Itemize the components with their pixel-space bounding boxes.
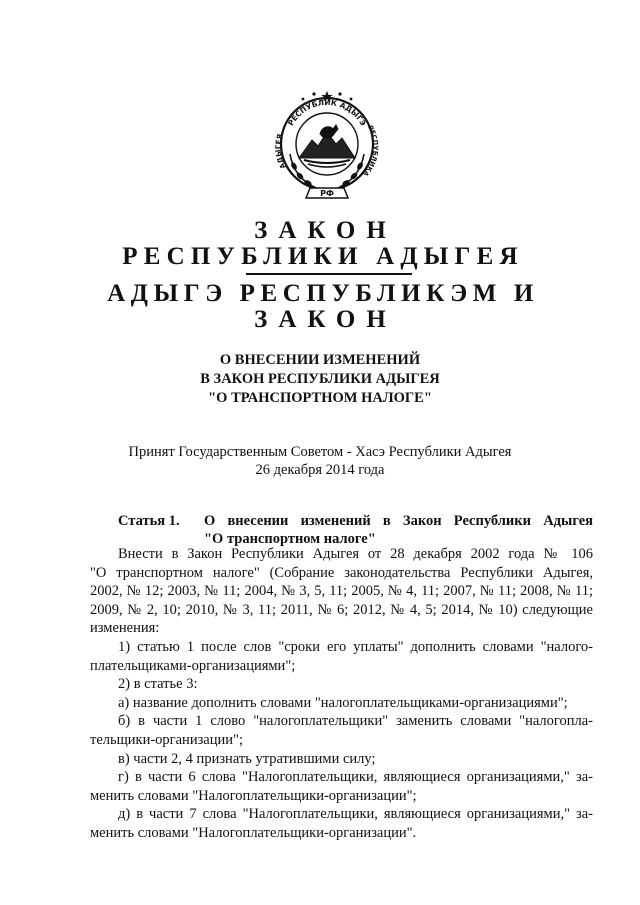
body-line: Внести в Закон Республики Адыгея от 28 декабря 2002 года № 106 — [118, 546, 593, 562]
article-title-line: "О транспортном налоге" — [204, 531, 376, 547]
body-line: менить словами "Налогоплательщики-организации". — [90, 824, 417, 841]
adoption-date: 26 декабря 2014 года — [255, 462, 385, 478]
svg-text:АДЫГЕЯ: АДЫГЕЯ — [274, 133, 288, 170]
body-line: д) в части 7 слова "Налогоплательщики, являющиеся организациями," за- — [118, 806, 593, 823]
body-line: б) в части 1 слово "налогоплательщики" заменить словами "налогопла- — [118, 713, 593, 730]
body-line: в) части 2, 4 признать утратившими силу; — [118, 750, 376, 767]
adoption-body: Принят Государственным Советом - Хасэ Республики Адыгея — [128, 444, 512, 460]
body-line: 2002, № 12; 2003, № 11; 2004, № 3, 5, 11; 2005, № 4, 11; 2007, № 11; 2008, № 11; — [90, 583, 593, 600]
body-line: 1) статью 1 после слов "сроки его уплаты" дополнить словами "налого- — [118, 638, 593, 655]
body-line: менить словами "Налогоплательщики-организации"; — [90, 787, 417, 804]
subtitle-line: В ЗАКОН РЕСПУБЛИКИ АДЫГЕЯ — [200, 371, 440, 387]
svg-text:РФ: РФ — [320, 189, 334, 198]
subtitle-line: "О ТРАНСПОРТНОМ НАЛОГЕ" — [208, 390, 432, 406]
body-line: а) название дополнить словами "налогоплательщиками-организациями"; — [118, 694, 568, 711]
law-subtitle — [0, 351, 640, 408]
body-line: 2) в статье 3: — [118, 676, 198, 693]
body-line: плательщиками-организациями"; — [90, 657, 296, 674]
svg-text:РЕСПУБЛИК АДЫГЭ: РЕСПУБЛИК АДЫГЭ — [286, 97, 368, 128]
body-line: "О транспортном налоге" (Собрание законодательства Республики Адыгея, — [90, 564, 593, 581]
adoption-note — [0, 443, 640, 479]
coat-of-arms-emblem — [268, 82, 386, 210]
republic-name: РЕСПУБЛИКИ АДЫГЕЯ — [122, 243, 524, 270]
article-title-line: О внесении изменений в Закон Республики Адыгея — [204, 513, 593, 529]
law-heading: ЗАКОН — [254, 217, 397, 244]
article-title — [204, 512, 593, 548]
republic-name-adyghe: АДЫГЭ РЕСПУБЛИКЭМ И — [107, 280, 539, 307]
article-number: Статья 1. — [118, 513, 180, 529]
law-heading-adyghe: ЗАКОН — [254, 306, 397, 333]
subtitle-line: О ВНЕСЕНИИ ИЗМЕНЕНИЙ — [219, 352, 421, 368]
title-divider — [246, 273, 412, 275]
svg-text:РЕСПУБЛИКА: РЕСПУБЛИКА — [361, 124, 380, 178]
body-line: тельщики-организации"; — [90, 731, 243, 748]
body-line: 2009, № 2, 10; 2010, № 3, 11; 2011, № 6; 2012, № 4, 5; 2014, № 10) следующие — [90, 601, 593, 618]
body-line: г) в части 6 слова "Налогоплательщики, являющиеся организациями," за- — [118, 769, 593, 786]
article-body — [90, 545, 593, 843]
body-line: изменения: — [90, 620, 160, 637]
